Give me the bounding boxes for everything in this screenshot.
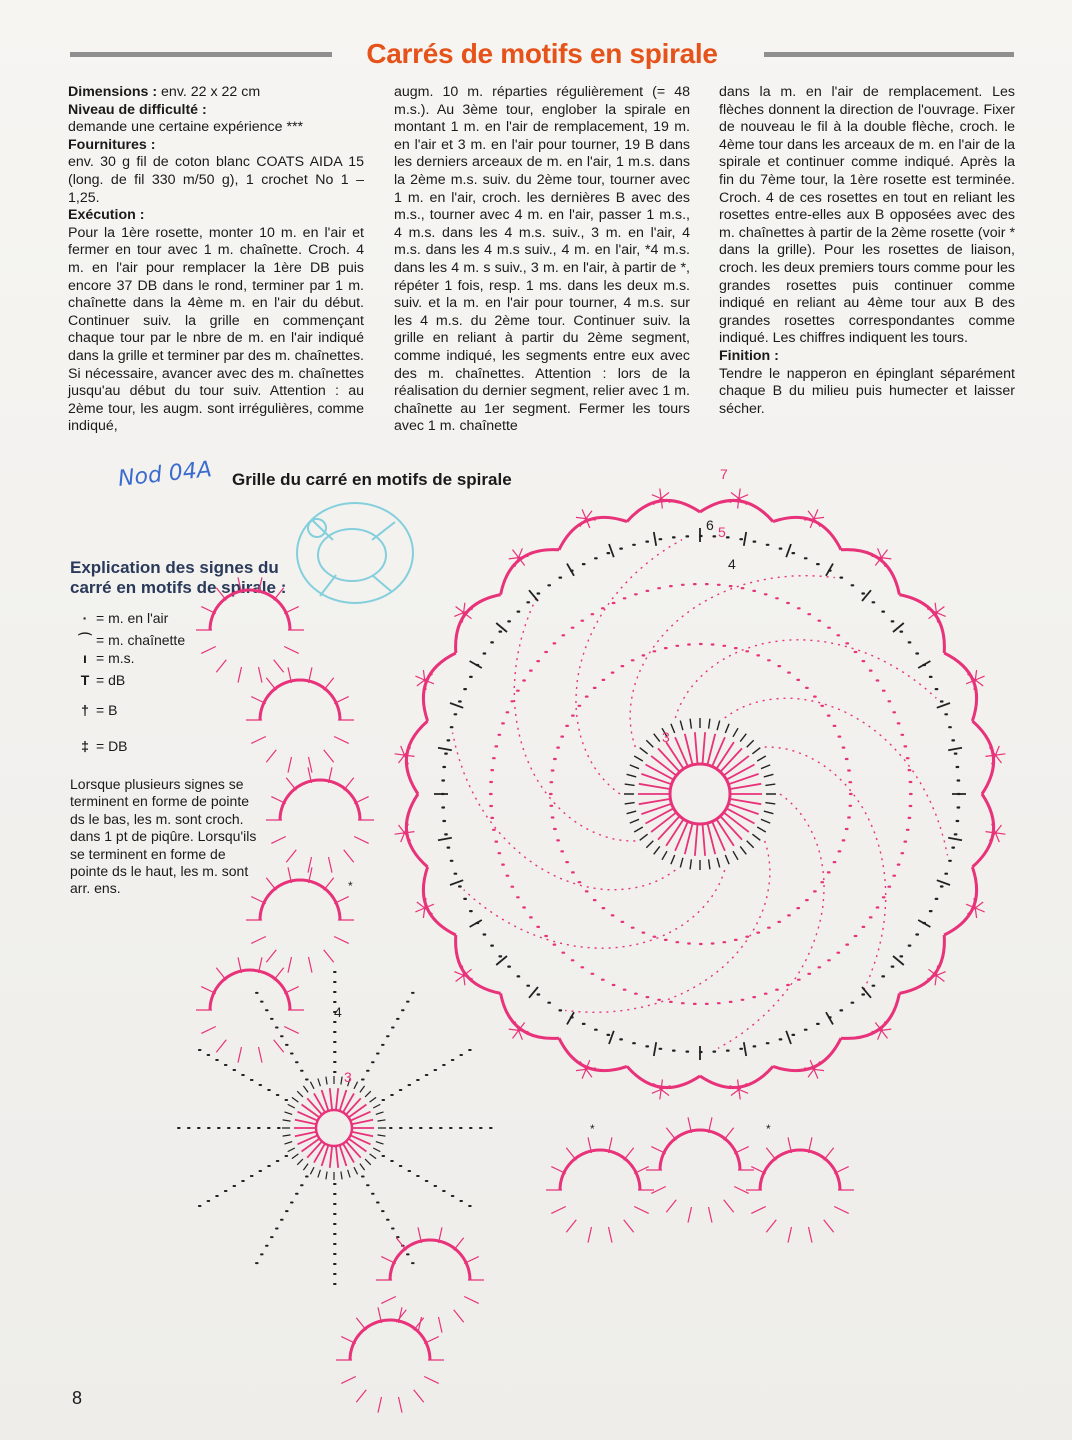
outer-scallop-ticks — [652, 489, 670, 509]
outer-scallop — [559, 1038, 627, 1070]
round-5-single-crochets — [434, 528, 966, 1060]
neighbour-scallop — [210, 970, 290, 1010]
neighbour-scallop — [210, 590, 290, 630]
small-row-label-4: 4 — [334, 1004, 342, 1020]
outer-scallop-ticks — [730, 489, 748, 509]
neighbour-scallop — [760, 1150, 840, 1190]
outer-scallop — [972, 721, 993, 794]
outer-scallop — [773, 1038, 841, 1070]
row-label-6: 6 — [706, 517, 714, 533]
column-2-text: augm. 10 m. réparties régulièrement (= 48 m.s.). Au 3ème tour, englober la spirale en montant 1 m. en l'air de remplacement, 19 m. en l'air et 3 m. en l'air pour tourner, 19 B dans les derniers arceaux de m. en l'air, 1 m.s. dans la 2ème m.s. suiv. du 2ème tour, tourner avec 1 m. en l'air, croch. les dernières B avec des m.s., tourner avec 4 m. en l'air, passer 1 m.s., 4 m.s. dans les 4 m.s. suiv., 3 m. en l'air, 4 m.s. dans les 4 m.s suiv., 4 m. en l'air, *4 m.s. dans les 4 m. s suiv., 3 m. en l'air, à partir de *, répéter 1 fois, resp. 1 ms. dans les deux m.s. suiv. et la m. en l'air pour tourner, 4 m.s. sur les 4 m.s. du 2ème tour. Continuer suiv. la grille en reliant à partir du 2ème segment, comme indiqué, les segments entre eux avec des m. chaînettes. Attention : lors de la réalisation du dernier segment, relier avec 1 m. chaînette au 1er segment. Fermer les tours avec 1 m. chaînette — [394, 84, 690, 435]
small-center-ring — [316, 1110, 352, 1146]
neighbour-scallop-stitches — [196, 577, 304, 682]
small-chain-arm — [383, 1156, 471, 1206]
small-chain-arm — [362, 993, 414, 1080]
neighbour-scallop-stitches — [246, 667, 354, 772]
outer-scallop — [406, 721, 427, 794]
outer-scallop-ticks — [927, 603, 946, 623]
small-chain-arm — [334, 1184, 336, 1284]
outer-scallop — [841, 993, 899, 1038]
legend-title: Explication des signes du carré en motifs de spirale : — [70, 558, 287, 597]
spiral-arm — [725, 698, 948, 855]
execution-value: Pour la 1ère rosette, monter 10 m. en l'air et fermer en tour avec 1 m. chaînette. Croch. 4 m. en l'air pour remplacer la 1ère DB puis encore 37 DB dans le rond, terminer par 1 m. chaînette dans la 4ème m. en l'air du début. Continuer suiv. la grille en commençant chaque tour par le nbre de m. en l'air indiqué dans la grille et terminer par des m. chaînettes. Si nécessaire, avancer avec des m. chaînettes jusqu'au début du tour suiv. Attention : au 2ème tour, les augm. sont irrégulières, comme indiqué, — [68, 224, 364, 435]
outer-scallop — [773, 517, 841, 549]
center-treble-stitches — [638, 732, 762, 856]
fournitures-value: env. 30 g fil de coton blanc COATS AIDA 15 (long. de fil 330 m/50 g), 1 crochet No 1 – 1,25. — [68, 154, 364, 206]
neighbour-scallop-stitches — [546, 1137, 654, 1242]
legend-item-slip: ⌒ = m. chaînette — [74, 630, 185, 650]
fournitures-label: Fournitures : — [68, 136, 156, 153]
spiral-arm — [514, 599, 635, 841]
neighbour-scallop — [260, 680, 340, 720]
neighbour-scallop — [350, 1320, 430, 1360]
outer-scallop — [944, 867, 976, 935]
turtle-stamp-icon — [297, 503, 413, 603]
small-chain-arm — [334, 972, 336, 1072]
neighbour-scallop-stitches — [196, 957, 304, 1062]
handwritten-note: Nod 04A — [116, 457, 213, 492]
half-double-icon: T — [80, 672, 90, 688]
small-center-stitches — [294, 1088, 374, 1168]
outer-scallop — [627, 1066, 700, 1087]
outer-scallop-ticks — [986, 746, 1006, 764]
outer-scallop — [899, 595, 944, 653]
page-title: Carrés de motifs en spirale — [366, 38, 718, 69]
neighbour-scallop — [280, 780, 360, 820]
neighbour-scallop-stitches — [646, 1117, 754, 1222]
legend-item-tr: ‡ = DB — [74, 738, 128, 754]
outer-scallop-ticks — [509, 548, 529, 567]
spiral-arm — [453, 733, 676, 890]
finition-value: Tendre le napperon en épinglant séparément chaque B du milieu puis humecter et laisser sécher. — [719, 365, 1015, 417]
outer-scallop — [406, 794, 427, 867]
page-number: 8 — [72, 1388, 83, 1408]
join-star-1: * — [590, 1122, 595, 1136]
niveau-value: demande une certaine expérience *** — [68, 119, 304, 136]
neighbour-scallop-stitches — [746, 1137, 854, 1242]
neighbour-scallop-stitches — [376, 1227, 484, 1332]
niveau-label: Niveau de difficulté : — [68, 101, 207, 118]
neighbour-scallop — [260, 880, 340, 920]
outer-scallop — [501, 550, 559, 595]
legend-item-chain: · = m. en l'air — [74, 610, 168, 626]
spiral-chain-ring-2 — [490, 584, 912, 1004]
outer-scallop-ticks — [652, 1080, 670, 1100]
outer-scallop — [456, 595, 501, 653]
outer-scallop-ticks — [395, 746, 415, 764]
join-star-3: * — [348, 879, 353, 893]
outer-scallop-ticks — [454, 966, 473, 986]
dimensions-value: env. 22 x 22 cm — [157, 84, 261, 100]
chart-title: Grille du carré en motifs de spirale — [232, 470, 512, 489]
small-chain-arm — [383, 1050, 471, 1100]
small-row-label-3: 3 — [344, 1069, 352, 1085]
neighbour-scallop-stitches — [336, 1307, 444, 1412]
outer-scallop — [559, 517, 627, 549]
legend-item-hdc: T = dB — [74, 672, 125, 688]
single-crochet-icon: ı — [83, 650, 87, 666]
outer-scallop — [456, 935, 501, 993]
small-chain-arm — [199, 1156, 287, 1206]
legend-note: Lorsque plusieurs signes se terminent en forme de pointe ds le bas, les m. sont croch. dans 1 pt de piqûre. Lorsqu'ils se terminent en forme de pointe ds le haut, les m. sont arr. ens. — [70, 776, 257, 897]
outer-scallop — [627, 500, 700, 521]
outer-scallop — [501, 993, 559, 1038]
center-ring — [670, 764, 730, 824]
outer-scallop — [841, 550, 899, 595]
outer-scallop-ticks — [927, 966, 946, 986]
neighbour-scallop-stitches — [266, 767, 374, 872]
neighbour-scallop-stitches — [246, 867, 354, 972]
small-chain-arm — [199, 1050, 287, 1100]
join-star-2: * — [766, 1122, 771, 1136]
outer-scallop-ticks — [454, 603, 473, 623]
small-chain-arm — [256, 993, 308, 1080]
outer-scallop — [899, 935, 944, 993]
chain-stitch-icon: · — [82, 610, 88, 626]
outer-scallop-ticks — [395, 824, 415, 842]
legend-item-dc: † = B — [74, 702, 117, 718]
column-3-text: dans la m. en l'air de remplacement. Les flèches donnent la direction de l'ouvrage. Fixer de nouveau le fil à la double flèche, croch. le 4ème tour dans les arceaux de m. en l'air de la spirale et continuer comme indiqué. Après la fin du 7ème tour, la 1ère rosette est terminée. Croch. 4 de ces rosettes en tout en reliant les rosettes entre-elles aux B opposées avec des m. chaînettes à partir de la 2ème rosette (voir * dans la grille). Pour les rosettes de liaison, croch. les deux premiers tours comme pour les grandes rosettes puis continuer comme indiqué en reliant au 4ème tour aux B des grandes rosettes correspondantes comme indiqué. Les chiffres indiquent les tours. — [719, 84, 1015, 347]
outer-scallop-ticks — [730, 1080, 748, 1100]
row-label-5: 5 — [718, 524, 726, 540]
row-label-7: 7 — [720, 466, 728, 482]
finition-label: Finition : — [719, 347, 779, 364]
spiral-arm — [464, 870, 725, 948]
dimensions-label: Dimensions : — [68, 84, 158, 100]
outer-scallop — [423, 867, 455, 935]
outer-scallop — [423, 653, 455, 721]
outer-scallop-ticks — [986, 824, 1006, 842]
neighbour-scallop — [560, 1150, 640, 1190]
small-chain-arm — [256, 1177, 308, 1264]
treble-crochet-icon: ‡ — [81, 738, 89, 754]
spiral-arm — [765, 747, 886, 989]
outer-scallop — [944, 653, 976, 721]
row-label-3: 3 — [662, 729, 670, 745]
round-4-chain-ring — [442, 536, 960, 1052]
outer-scallop — [972, 794, 993, 867]
slip-stitch-icon: ⌒ — [78, 632, 92, 648]
spiral-arm — [565, 841, 770, 1012]
outer-scallop-ticks — [872, 548, 892, 567]
spiral-arm — [630, 576, 835, 747]
execution-label: Exécution : — [68, 207, 145, 224]
neighbour-scallop — [660, 1130, 740, 1170]
outer-scallop-ticks — [509, 1021, 529, 1039]
row-label-4: 4 — [728, 556, 736, 572]
legend-item-sc: ı = m.s. — [74, 650, 135, 666]
spiral-arm — [675, 640, 936, 718]
outer-scallop — [700, 1066, 773, 1087]
double-crochet-icon: † — [81, 702, 89, 718]
spiral-chain-ring-1 — [550, 644, 852, 944]
outer-scallop-ticks — [872, 1021, 892, 1039]
